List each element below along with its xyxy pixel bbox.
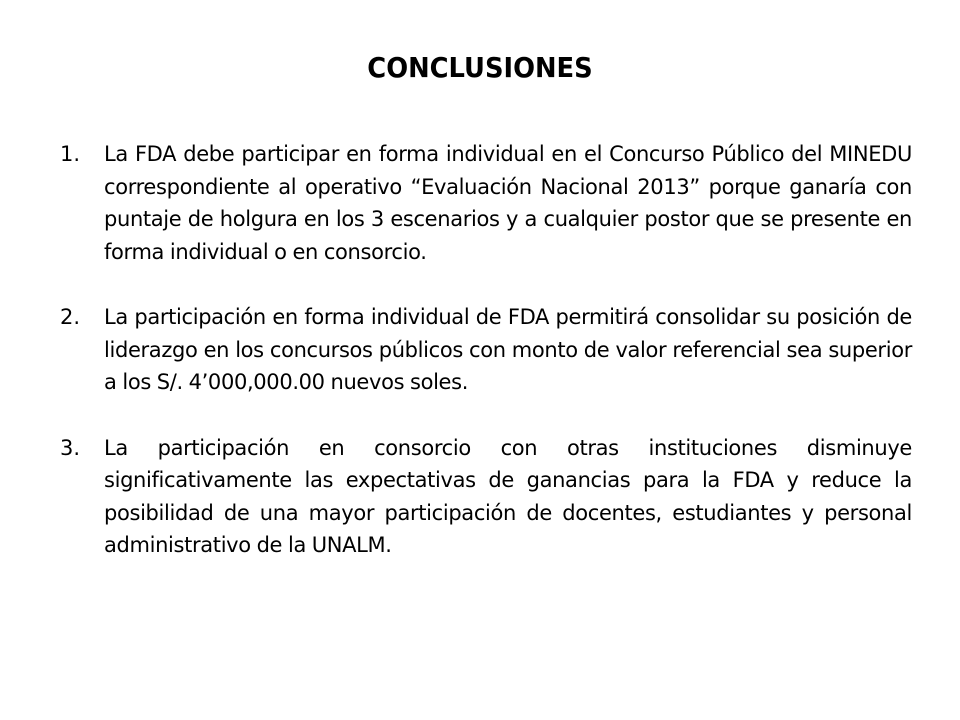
item-text: La participación en forma individual de FDA permitirá consolidar su posición de liderazgo en los concursos públicos con monto de valor referencial sea superior a los S/. 4’000,000.00 nuevos soles. bbox=[104, 305, 912, 394]
item-text: La FDA debe participar en forma individual en el Concurso Público del MINEDU correspondiente al operativo “Evaluación Nacional 2013” porque ganaría con puntaje de holgura en los 3 escenarios y a cualquier postor que se presente en forma individual o en consorcio. bbox=[104, 142, 912, 264]
item-number: 1. bbox=[60, 142, 81, 166]
conclusion-item-2 bbox=[60, 301, 912, 399]
conclusion-item-1 bbox=[60, 138, 912, 268]
conclusion-list bbox=[60, 138, 912, 562]
page-title: CONCLUSIONES bbox=[367, 51, 593, 84]
item-number: 2. bbox=[60, 305, 81, 329]
item-text: La participación en consorcio con otras instituciones disminuye significativamente las expectativas de ganancias para la FDA y reduce la posibilidad de una mayor participación de docentes, estudiantes y personal administrativo de la UNALM. bbox=[104, 435, 912, 557]
conclusion-item-3 bbox=[60, 432, 912, 562]
item-number: 3. bbox=[60, 435, 81, 460]
